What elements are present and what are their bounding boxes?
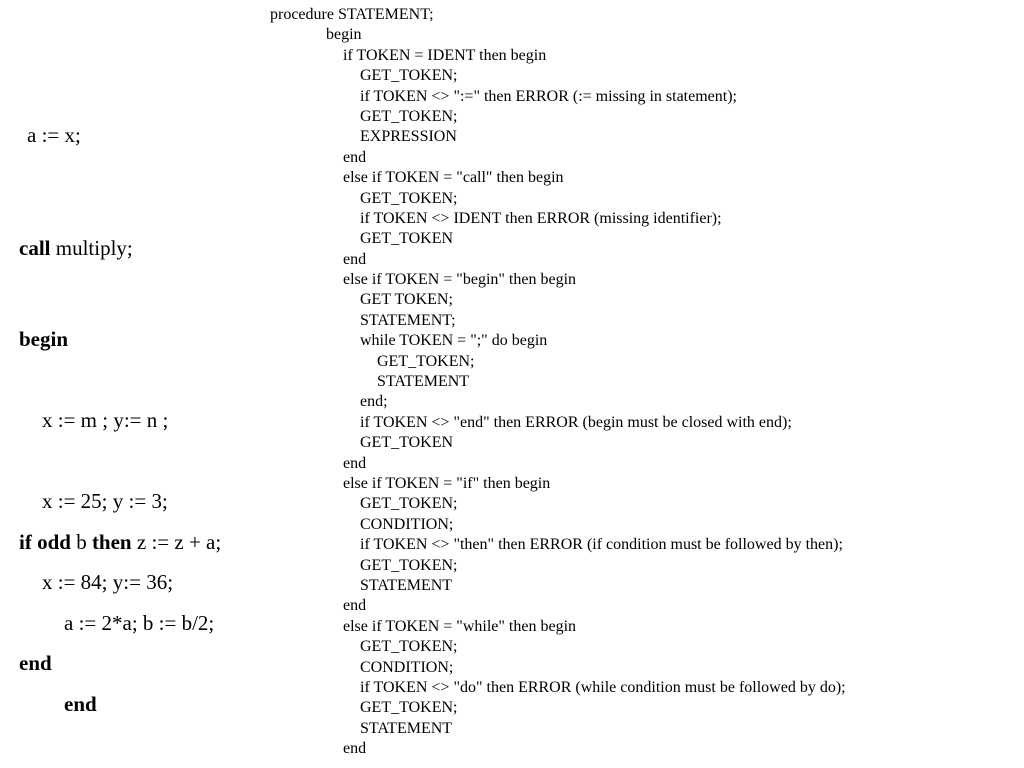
code-line: CONDITION;: [360, 515, 454, 533]
code-line: GET_TOKEN;: [360, 699, 458, 717]
condition-operand: b: [70, 530, 92, 554]
code-line: GET_TOKEN;: [377, 352, 475, 370]
assignment-line: a := x;: [27, 123, 81, 147]
code-line: STATEMENT: [360, 576, 453, 594]
code-line: GET_TOKEN: [360, 230, 454, 248]
code-line: EXPRESSION: [360, 128, 457, 146]
code-line: GET_TOKEN;: [360, 107, 458, 125]
begin-keyword: begin: [19, 327, 69, 351]
code-line: else if TOKEN = "call" then begin: [343, 169, 564, 187]
code-line: if TOKEN <> "end" then ERROR (begin must be closed with end);: [360, 413, 792, 431]
code-line: while TOKEN = ";" do begin: [360, 332, 548, 350]
code-line: if TOKEN = IDENT then begin: [343, 46, 547, 64]
then-statement: z := z + a;: [131, 530, 222, 554]
code-line: else if TOKEN = "while" then begin: [343, 617, 577, 635]
code-line: end: [343, 250, 367, 268]
code-line: CONDITION;: [360, 658, 454, 676]
end-keyword: end: [64, 692, 97, 716]
compound-line: x := 84; y:= 36;: [42, 570, 174, 594]
code-line: GET_TOKEN;: [360, 67, 458, 85]
code-line: end: [343, 740, 367, 758]
code-line: end: [343, 597, 367, 615]
compound-line: x := m ; y:= n ;: [42, 408, 169, 432]
statement-procedure-code: [270, 5, 846, 759]
example-statements: [0, 0, 260, 768]
code-line: STATEMENT;: [360, 311, 456, 329]
conditional-line: a := 2*a; b := b/2;: [64, 611, 215, 635]
code-line: if TOKEN <> ":=" then ERROR (:= missing in statement);: [360, 87, 737, 105]
code-line: GET TOKEN;: [360, 291, 453, 309]
code-line: GET_TOKEN;: [360, 556, 458, 574]
code-line: else if TOKEN = "if" then begin: [343, 474, 551, 492]
code-line: if TOKEN <> IDENT then ERROR (missing identifier);: [360, 209, 722, 227]
conditional-example: [19, 475, 221, 768]
code-line: begin: [326, 26, 362, 44]
then-keyword: then: [91, 530, 132, 554]
code-line: end: [343, 454, 367, 472]
code-line: end: [343, 148, 367, 166]
code-line: if TOKEN <> "then" then ERROR (if condition must be followed by then);: [360, 536, 843, 554]
compound-line: x := 25; y := 3;: [42, 489, 168, 513]
code-line: GET_TOKEN;: [360, 638, 458, 656]
odd-keyword: odd: [37, 530, 71, 554]
code-line: GET_TOKEN: [360, 434, 454, 452]
call-keyword: call: [19, 236, 51, 260]
code-line: if TOKEN <> "do" then ERROR (while condition must be followed by do);: [360, 678, 846, 696]
if-line: [19, 529, 221, 556]
code-line: GET_TOKEN;: [360, 495, 458, 513]
code-line: GET_TOKEN;: [360, 189, 458, 207]
code-line: end;: [360, 393, 388, 411]
call-line: [19, 235, 133, 262]
code-line: STATEMENT: [360, 719, 453, 737]
end-keyword: end: [19, 651, 52, 675]
code-line: STATEMENT: [377, 373, 470, 391]
code-line: procedure STATEMENT;: [270, 6, 434, 23]
if-keyword: if: [19, 530, 32, 554]
call-target: multiply;: [50, 236, 133, 260]
code-line: else if TOKEN = "begin" then begin: [343, 271, 577, 289]
